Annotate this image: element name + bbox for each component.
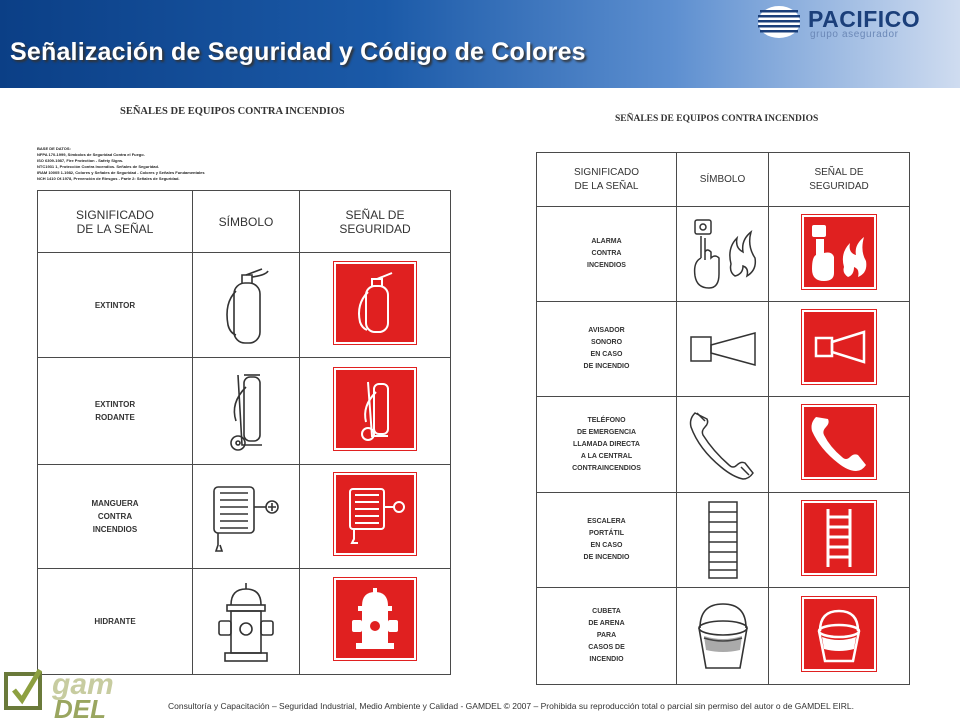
footer-copyright: Consultoría y Capacitación – Seguridad Industrial, Medio Ambiente y Calidad - GAMDEL © 2007 – Prohibida su reproducción total o parcial sin permiso del autor o de GAMDEL EIRL. [168,701,854,711]
note-line: NCH 1410 Of.1978, Prevención de Riesgos - Parte 2: Señales de Seguridad. [37,176,180,181]
extinguisher-sign [300,253,451,358]
left-panel-title: SEÑALES DE EQUIPOS CONTRA INCENDIOS [120,106,345,117]
note-line: IRAM 10005 1-1982, Colores y Señales de Seguridad - Colores y Señales Fundamentales [37,170,205,175]
gamdel-logo-text-bottom: DEL [54,694,106,720]
header-meaning: SIGNIFICADO DE LA SEÑAL [537,153,677,207]
table-row [38,358,451,465]
left-signs-table [37,190,451,675]
table-row [38,465,451,569]
row-label: CUBETA DE ARENA PARA CASOS DE INCENDIO [537,588,677,685]
extinguisher-icon [193,253,300,358]
page-title: Señalización de Seguridad y Código de Colores [10,38,586,66]
phone-sign [769,397,910,493]
table-row [537,588,910,685]
sand-bucket-sign [769,588,910,685]
note-line: NTC1931 1, Protección Contra Incendios. Señales de Seguridad. [37,164,160,169]
horn-icon [677,302,769,397]
header-symbol: SÍMBOLO [677,153,769,207]
pacifico-logo [756,4,952,44]
brand-name: PACIFICO [808,6,921,32]
table-row [537,397,910,493]
table-row [537,493,910,588]
table-row [38,253,451,358]
fire-alarm-sign [769,207,910,302]
note-line: BASE DE DATOS: [37,146,71,151]
ladder-icon [677,493,769,588]
brand-subtitle: grupo asegurador [810,29,899,40]
wheeled-extinguisher-sign [300,358,451,465]
table-row [38,569,451,675]
table-header-row [38,191,451,253]
reference-notes [37,146,267,182]
right-panel-title: SEÑALES DE EQUIPOS CONTRA INCENDIOS [615,114,819,124]
pacifico-globe-icon [756,4,802,40]
gamdel-logo-text-top: gam [52,668,114,701]
table-row [537,207,910,302]
row-label: TELÉFONO DE EMERGENCIA LLAMADA DIRECTA A LA CENTRAL CONTRAINCENDIOS [537,397,677,493]
row-label: EXTINTOR [38,253,193,358]
row-label: ALARMA CONTRA INCENDIOS [537,207,677,302]
ladder-sign [769,493,910,588]
fire-hose-icon [193,465,300,569]
row-label: MANGUERA CONTRA INCENDIOS [38,465,193,569]
gamdel-logo [4,668,136,720]
hydrant-sign [300,569,451,675]
note-line: ISO 6309-1987, Fire Protection - Safety Signs. [37,158,124,163]
hydrant-icon [193,569,300,675]
row-label: HIDRANTE [38,569,193,675]
note-line: NFPA 170-1999, Símbolos de Seguridad Contra el Fuego. [37,152,145,157]
wheeled-extinguisher-icon [193,358,300,465]
header-band [0,0,960,88]
row-label: AVISADOR SONORO EN CASO DE INCENDIO [537,302,677,397]
fire-hose-sign [300,465,451,569]
phone-icon [677,397,769,493]
horn-sign [769,302,910,397]
row-label: EXTINTOR RODANTE [38,358,193,465]
fire-alarm-icon [677,207,769,302]
header-safety-sign: SEÑAL DE SEGURIDAD [769,153,910,207]
table-header-row [537,153,910,207]
row-label: ESCALERA PORTÁTIL EN CASO DE INCENDIO [537,493,677,588]
table-row [537,302,910,397]
right-signs-table [536,152,910,685]
header-symbol: SÍMBOLO [193,191,300,253]
sand-bucket-icon [677,588,769,685]
header-meaning: SIGNIFICADO DE LA SEÑAL [38,191,193,253]
header-safety-sign: SEÑAL DE SEGURIDAD [300,191,451,253]
